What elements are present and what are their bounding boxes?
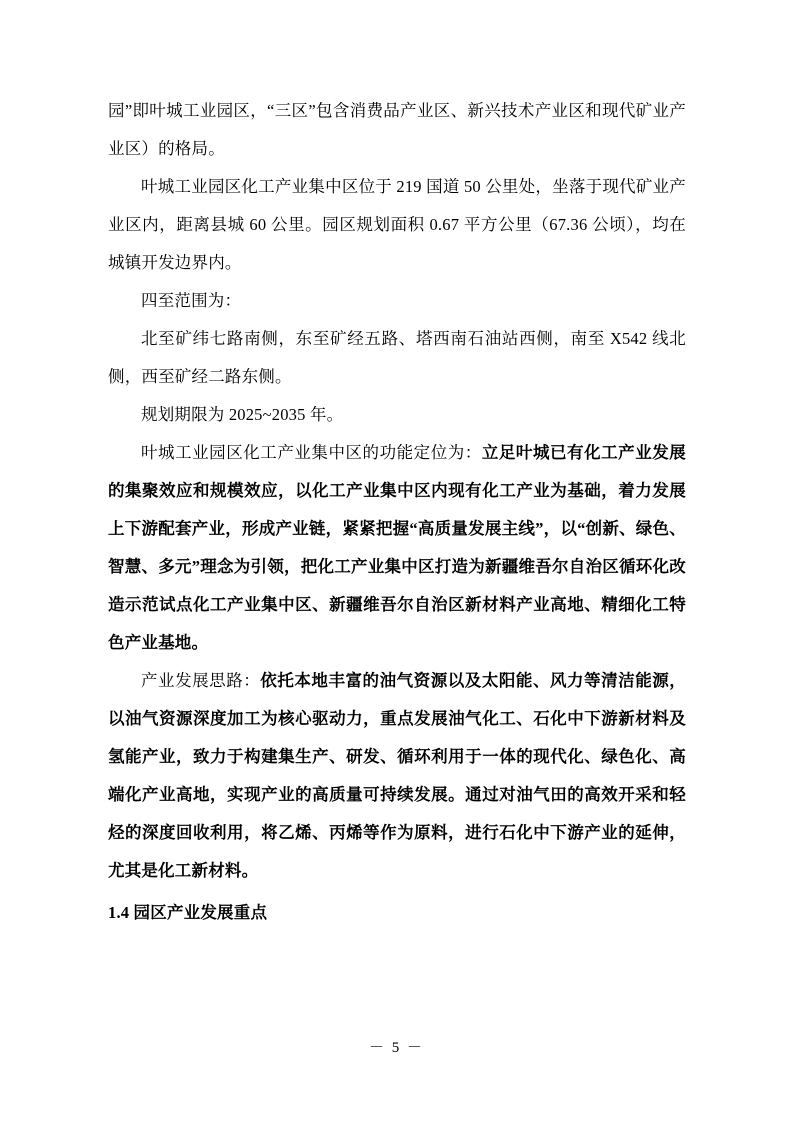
paragraph-functional-positioning	[108, 434, 686, 662]
paragraph-continuation: 园”即叶城工业园区，“三区”包含消费品产业区、新兴技术产业区和现代矿业产业区）的格局。	[108, 101, 686, 158]
page-number: － 5 －	[368, 1040, 424, 1056]
paragraph-planning-period: 规划期限为 2025~2035 年。	[141, 405, 344, 424]
page-content	[108, 92, 686, 932]
paragraph-boundary-detail: 北至矿纬七路南侧，东至矿经五路、塔西南石油站西侧，南至 X542 线北侧，西至矿经二路东侧。	[108, 329, 686, 386]
section-heading-1-4: 1.4 园区产业发展重点	[108, 903, 268, 922]
paragraph-boundary-label: 四至范围为：	[141, 291, 242, 310]
positioning-lead: 叶城工业园区化工产业集中区的功能定位为：	[141, 443, 482, 462]
industry-lead: 产业发展思路：	[141, 671, 261, 690]
paragraph-location: 叶城工业园区化工产业集中区位于 219 国道 50 公里处，坐落于现代矿业产业区内，距离县城 60 公里。园区规划面积 0.67 平方公里（67.36 公顷），均在城镇开发边界内。	[108, 177, 686, 272]
industry-body: 依托本地丰富的油气资源以及太阳能、风力等清洁能源，以油气资源深度加工为核心驱动力，重点发展油气化工、石化中下游新材料及氢能产业，致力于构建集生产、研发、循环利用于一体的现代化、绿色化、高端化产业高地，实现产业的高质量可持续发展。通过对油气田的高效开采和轻烃的深度回收利用，将乙烯、丙烯等作为原料，进行石化中下游产业的延伸，尤其是化工新材料。	[108, 671, 686, 880]
positioning-body: 立足叶城已有化工产业发展的集聚效应和规模效应，以化工产业集中区内现有化工产业为基础，着力发展上下游配套产业，形成产业链，紧紧把握“高质量发展主线”，以“创新、绿色、智慧、多元”理念为引领，把化工产业集中区打造为新疆维吾尔自治区循环化改造示范试点化工产业集中区、新疆维吾尔自治区新材料产业高地、精细化工特色产业基地。	[108, 443, 687, 652]
paragraph-industry-thinking	[108, 662, 686, 890]
